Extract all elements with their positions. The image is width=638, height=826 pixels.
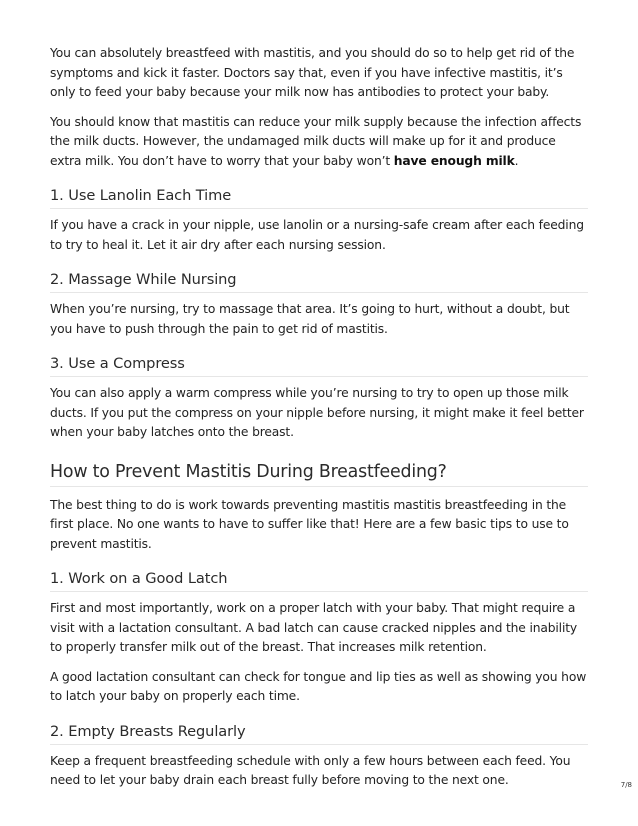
enough-milk-link[interactable]: have enough milk [393,153,515,168]
intro-paragraph-1: You can absolutely breastfeed with mastitis, and you should do so to help get rid of the symptoms and kick it faster. Doctors say that, even if you have infective mastitis, it’s only to feed your baby because your milk now has antibodies to protect your baby. [50,46,575,99]
section-heading-compress: 3. Use a Compress [50,355,588,377]
prevent-text: The best thing to do is work towards preventing mastitis mastitis breastfeeding in the first place. No one wants to have to suffer like that! Here are a few basic tips to use to prevent mastitis. [50,497,569,551]
document-page [50,44,588,801]
section-heading-lanolin: 1. Use Lanolin Each Time [50,187,588,209]
tip-heading-latch: 1. Work on a Good Latch [50,570,588,592]
tip-heading-empty-breasts: 2. Empty Breasts Regularly [50,723,588,745]
tip-text-latch-2: A good lactation consultant can check for tongue and lip ties as well as showing you how to latch your baby on properly each time. [50,669,587,703]
prevent-heading: How to Prevent Mastitis During Breastfeeding? [50,461,588,487]
intro-paragraph-2-start: You should know that mastitis can reduce your milk supply because the infection affects the milk ducts. However, the undamaged milk ducts will make up for it and produce extra milk. You don’t have to worry that your baby won’t [50,114,582,168]
intro-paragraph-2 [50,113,588,172]
section-text-massage: When you’re nursing, try to massage that area. It’s going to hurt, without a doubt, but you have to push through the pain to get rid of mastitis. [50,302,570,336]
tip-text-latch-1: First and most importantly, work on a proper latch with your baby. That might require a visit with a lactation consultant. A bad latch can cause cracked nipples and the inability to properly transfer milk out of the breast. That increases milk retention. [50,601,578,654]
tip-text-empty-breasts: Keep a frequent breastfeeding schedule with only a few hours between each feed. You need to let your baby drain each breast fully before moving to the next one. [50,753,571,787]
intro-paragraph-2-end: . [514,153,519,168]
section-text-lanolin: If you have a crack in your nipple, use lanolin or a nursing-safe cream after each feeding to try to heal it. Let it air dry after each nursing session. [50,218,584,252]
section-heading-massage: 2. Massage While Nursing [50,271,588,293]
page-number: 7/8 [620,781,632,789]
section-text-compress: You can also apply a warm compress while you’re nursing to try to open up those milk ducts. If you put the compress on your nipple before nursing, it might make it feel better when your baby latches onto the breast. [50,386,584,439]
